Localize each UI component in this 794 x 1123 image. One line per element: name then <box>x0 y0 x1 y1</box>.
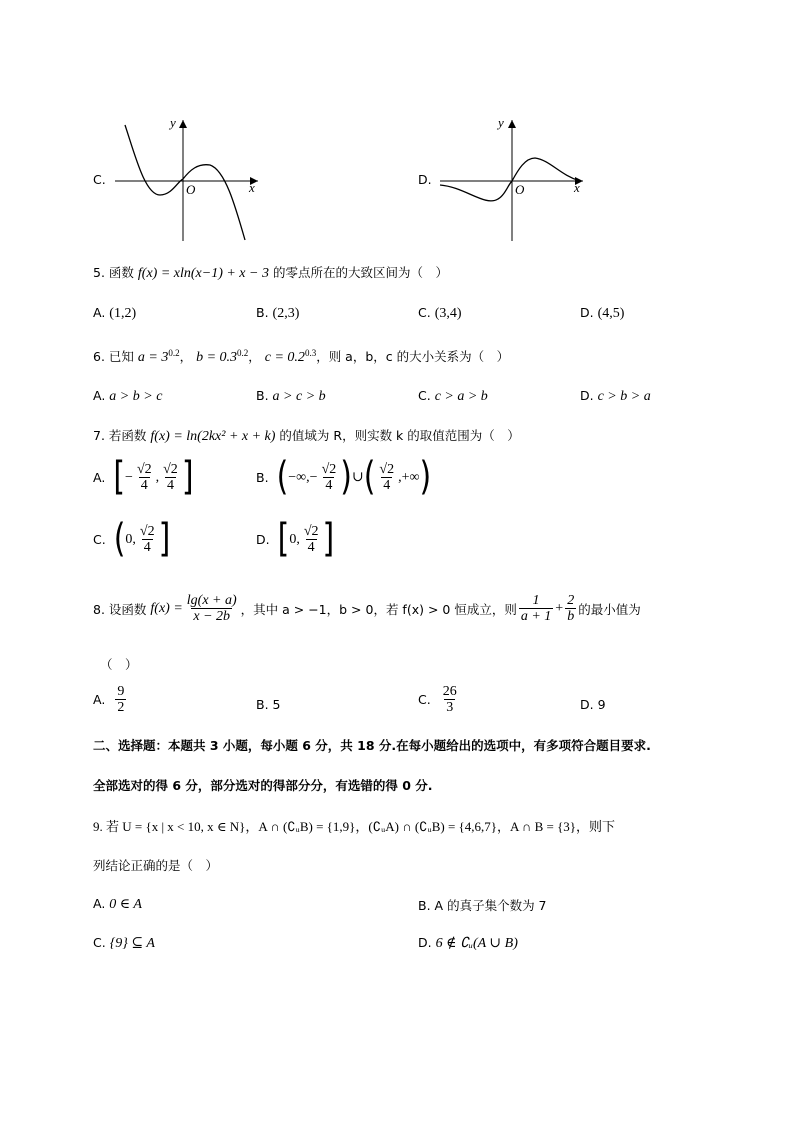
graph-c-y-arrow <box>179 120 187 128</box>
q7-option-c: C. ( 0, $\frac{√2}{4}$ ] <box>93 516 171 562</box>
q5-option-d: D. (4,5) <box>580 305 625 321</box>
q8-option-a: A. $\frac{9}{2}$ <box>93 684 125 715</box>
q8-option-b: B. 5 <box>256 697 281 712</box>
q5-option-a: A. (1,2) <box>93 305 137 321</box>
graph-d <box>435 115 590 245</box>
graph-d-origin: O <box>515 182 525 197</box>
q7-option-a: A. [ − $\frac{√2}{4}$ , $\frac{√2}{4}$ ] <box>93 454 194 500</box>
q8-option-c: C. $\frac{26}{3}$ <box>418 684 457 715</box>
q7-option-b: B. ( −∞,− $\frac{√2}{4}$ ) ∪ ( $\frac{√2}{4}$ ,+∞ ) <box>256 454 432 500</box>
section-2-line-1: 二、选择题：本题共 3 小题，每小题 6 分，共 18 分.在每小题给出的选项中，有多项符合题目要求. <box>93 738 651 753</box>
q6-option-b: B. a > c > b <box>256 388 326 404</box>
question-8: 8. 设函数 f(x) = $\frac{\lg(x + a)}{x - 2b}$ ，其中 a > −1，b > 0，若 f(x) > 0 恒成立，则 $\frac{1}{a + 1}$ + $\frac{2}{b}$ 的最小值为 <box>93 593 641 624</box>
q6-option-a: A. a > b > c <box>93 388 163 404</box>
question-9-line-2: 列结论正确的是（ ） <box>93 858 219 873</box>
graph-c-origin: O <box>186 182 196 197</box>
q5-prefix: 5. 函数 <box>93 265 134 280</box>
graph-d-curve <box>440 158 580 201</box>
graph-d-x-label: x <box>574 180 580 195</box>
q9-option-b: B. A 的真子集个数为 7 <box>418 898 547 913</box>
question-6: 6. 已知 $a = 3^{0.2}$， $b = 0.3^{0.2}$， $c = 0.2^{0.3}$，则 a，b，c 的大小关系为（ ） <box>93 347 510 365</box>
q6-option-d: D. c > b > a <box>580 388 651 404</box>
q8-paren: （ ） <box>100 657 138 672</box>
section-2-line-2: 全部选对的得 6 分，部分选对的得部分分，有选错的得 0 分. <box>93 778 433 793</box>
q6-option-c: C. c > a > b <box>418 388 488 404</box>
graph-c <box>110 115 270 245</box>
option-c-label: C. <box>93 172 106 187</box>
graph-d-y-label: y <box>498 115 504 130</box>
graph-d-y-arrow <box>508 120 516 128</box>
question-9-line-1: 9. 若 U = {x | x < 10, x ∈ N}，A ∩ (∁ᵤB) = {1,9}，(∁ᵤA) ∩ (∁ᵤB) = {4,6,7}，A ∩ B = {3}，则下 <box>93 819 616 834</box>
question-5 <box>93 263 448 282</box>
q9-option-a: A. 0 ∈ A <box>93 896 142 912</box>
q8-option-d: D. 9 <box>580 697 606 712</box>
option-d-label: D. <box>418 172 432 187</box>
graph-c-curve <box>125 125 245 240</box>
q9-option-d: D. 6 ∉ ∁ᵤ(A ∪ B) <box>418 935 518 951</box>
q5-option-b: B. (2,3) <box>256 305 300 321</box>
q5-option-c: C. (3,4) <box>418 305 462 321</box>
q7-option-d: D. [ 0, $\frac{√2}{4}$ ] <box>256 516 335 562</box>
q5-suffix: 的零点所在的大致区间为（ ） <box>272 265 448 280</box>
graph-c-x-label: x <box>249 180 255 195</box>
q9-option-c: C. {9} ⊆ A <box>93 935 155 951</box>
question-7: 7. 若函数 f(x) = ln(2kx² + x + k) 的值域为 R，则实数 k 的取值范围为（ ） <box>93 428 520 444</box>
q5-function: f(x) = xln(x−1) + x − 3 <box>137 266 269 281</box>
graph-c-y-label: y <box>170 115 176 130</box>
